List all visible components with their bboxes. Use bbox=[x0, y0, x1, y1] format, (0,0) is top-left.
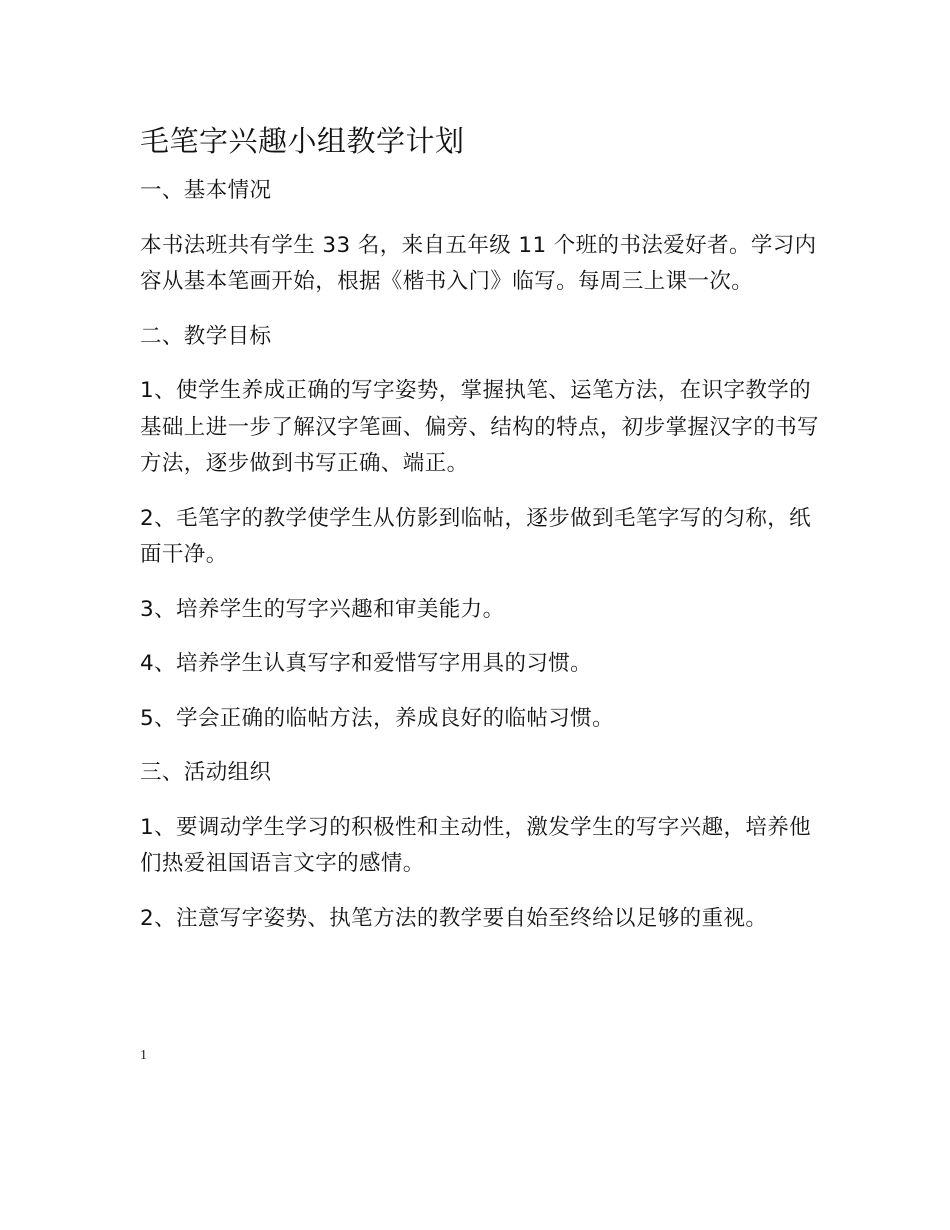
section-heading-activity-organization: 三、活动组织 bbox=[140, 760, 272, 785]
paragraph-goal-2: 2、毛笔字的教学使学生从仿影到临帖，逐步做到毛笔字写的匀称，纸面干净。 bbox=[140, 505, 812, 567]
paragraph-goal-5: 5、学会正确的临帖方法，养成良好的临帖习惯。 bbox=[140, 705, 614, 731]
section-heading-teaching-goals: 二、教学目标 bbox=[140, 323, 272, 349]
paragraph-goal-4: 4、培养学生认真写字和爱惜写字用具的习惯。 bbox=[140, 651, 593, 676]
paragraph-goal-1: 1、使学生养成正确的写字姿势，掌握执笔、运笔方法，在识字教学的基础上进一步了解汉字笔画、偏旁、结构的特点，初步掌握汉字的书写方法，逐步做到书写正确、端正。 bbox=[140, 378, 819, 476]
paragraph-activity-1: 1、要调动学生学习的积极性和主动性，激发学生的写字兴趣，培养他们热爱祖国语言文字的感情。 bbox=[140, 814, 812, 876]
document-body bbox=[140, 118, 820, 955]
paragraph-basic-info: 本书法班共有学生 33 名，来自五年级 11 个班的书法爱好者。学习内容从基本笔画开始，根据《楷书入门》临写。每周三上课一次。 bbox=[140, 232, 817, 294]
document-title: 毛笔字兴趣小组教学计划 bbox=[140, 124, 465, 158]
section-heading-basic-info: 一、基本情况 bbox=[140, 178, 272, 203]
paragraph-goal-3: 3、培养学生的写字兴趣和审美能力。 bbox=[140, 596, 505, 622]
page-number: 1 bbox=[140, 1048, 147, 1063]
paragraph-activity-2: 2、注意写字姿势、执笔方法的教学要自始至终给以足够的重视。 bbox=[140, 905, 768, 931]
